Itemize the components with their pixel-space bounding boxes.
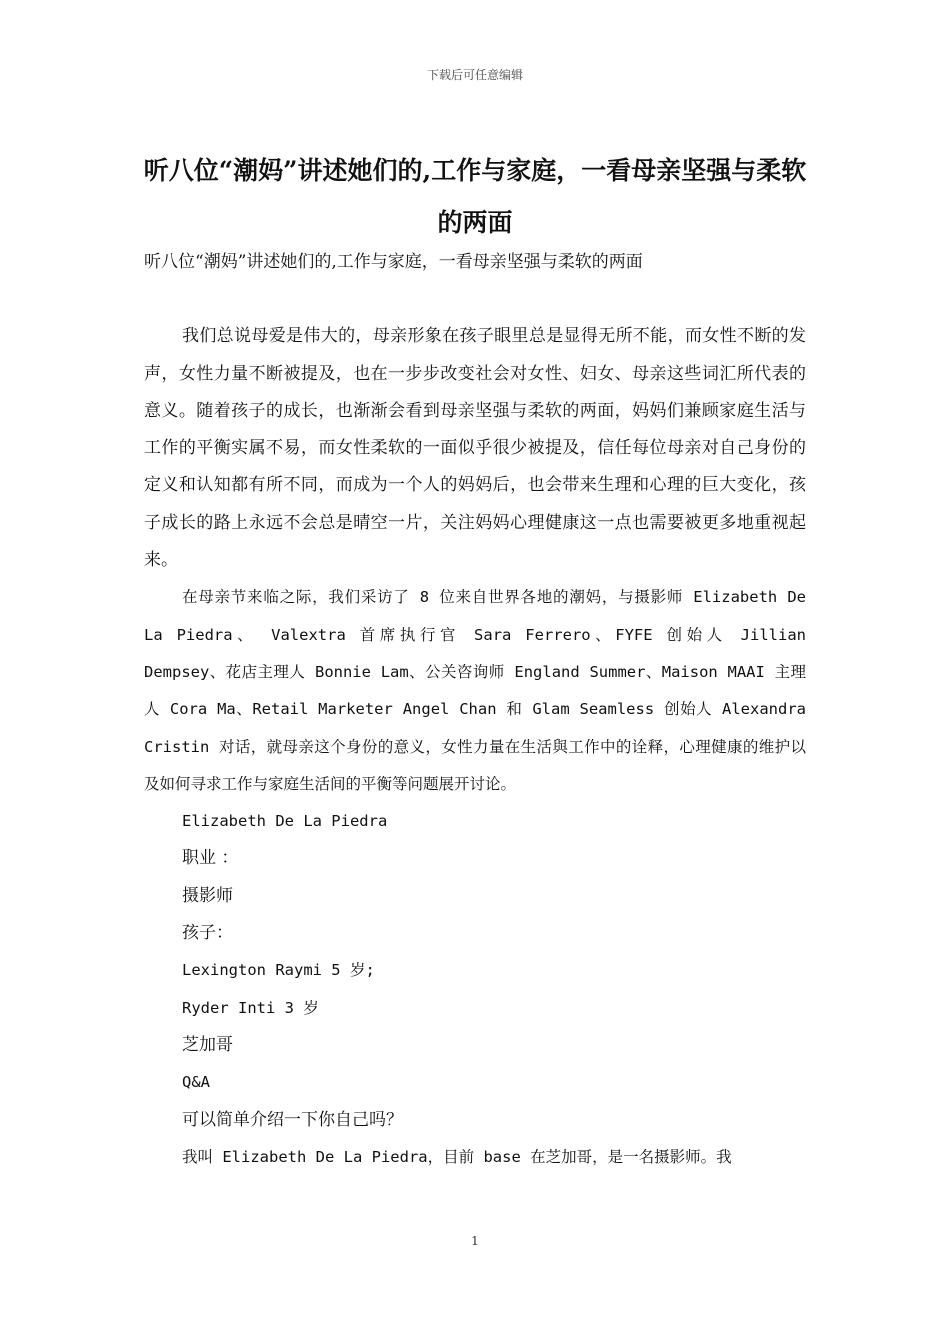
children-label: 孩子： [182, 923, 233, 944]
subtitle: 听八位“潮妈”讲述她们的,工作与家庭，一看母亲坚强与柔软的两面 [144, 252, 643, 272]
occupation-label: 职业 ： [182, 848, 239, 869]
occupation-value: 摄影师 [182, 885, 233, 906]
question-1: 可以简单介绍一下你自己吗？ [182, 1109, 403, 1130]
profile-name: Elizabeth De La Piedra [182, 812, 388, 831]
page-number: 1 [471, 1234, 479, 1248]
child-1: Lexington Raymi 5 岁; [182, 961, 375, 980]
header-note: 下载后可任意编辑 [426, 68, 523, 82]
document-body [144, 244, 806, 1176]
qa-label: Q&A [182, 1073, 210, 1092]
city: 芝加哥 [182, 1034, 233, 1055]
answer-1: 我叫 Elizabeth De La Piedra，目前 base 在芝加哥，是一名摄影师。我 [182, 1147, 732, 1166]
intro-paragraph: 我们总说母爱是伟大的，母亲形象在孩子眼里总是显得无所不能，而女性不断的发声，女性力量不断被提及，也在一步步改变社会对女性、妇女、母亲这些词汇所代表的意义。随着孩子的成长，也渐渐会看到母亲坚强与柔软的两面，妈妈们兼顾家庭生活与工作的平衡实属不易，而女性柔软的一面似乎很少被提及，信任每位母亲对自己身份的定义和认知都有所不同，而成为一个人的妈妈后，也会带来生理和心理的巨大变化，孩子成长的路上永远不会总是晴空一片，关注妈妈心理健康这一点也需要被更多地重视起来。 [144, 326, 806, 571]
child-2: Ryder Inti 3 岁 [182, 998, 319, 1017]
document-title: 听八位“潮妈”讲述她们的,工作与家庭，一看母亲坚强与柔软的两面 [143, 156, 807, 237]
interviewees-paragraph: 在母亲节来临之际，我们采访了 8 位来自世界各地的潮妈，与摄影师 Elizabeth De La Piedra、 Valextra 首席执行官 Sara Ferrero、FYFE 创始人 Jillian Dempsey、花店主理人 Bonnie Lam、公关咨询师 England Summer、Maison MAAI 主理人 Cora Ma、Retail Marketer Angel Chan 和 Glam Seamless 创始人 Alexandra Cristin 对话，就母亲这个身份的意义，女性力量在生活與工作中的诠释，心理健康的维护以及如何寻求工作与家庭生活间的平衡等问题展开讨论。 [144, 588, 806, 793]
